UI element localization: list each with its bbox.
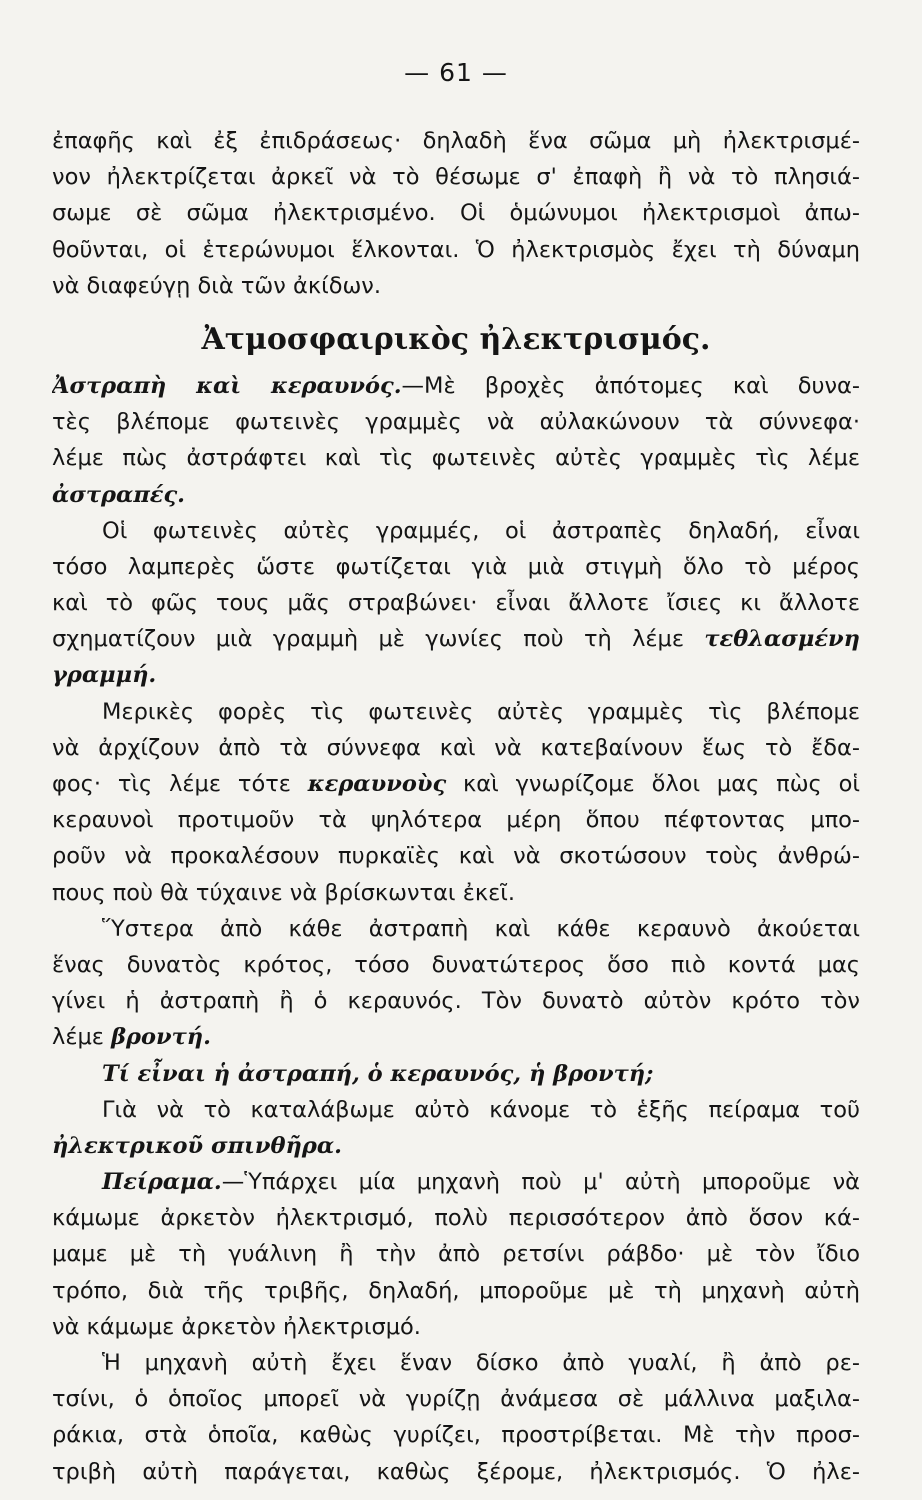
text-line	[52, 513, 860, 549]
text-line	[52, 440, 860, 476]
text-line	[52, 838, 860, 874]
page-number: — 61 —	[404, 58, 508, 87]
intro-paragraph	[52, 123, 860, 304]
emphasized-term: τεθλασμένη	[704, 626, 860, 653]
line-text: λέμε πὼς ἀστράφτει καὶ τὶς φωτεινὲς αὐτὲς γραμμὲς τὶς λέμε	[52, 445, 860, 472]
text-line	[52, 404, 860, 440]
emphasized-term: βροντή.	[111, 1024, 211, 1051]
text-line	[52, 1236, 860, 1272]
line-text: Ὕστερα ἀπὸ κάθε ἀστραπὴ καὶ κάθε κεραυνὸ ἀκούεται	[102, 915, 860, 942]
emphasized-term: Ἀστραπὴ καὶ κεραυνός.	[52, 372, 402, 399]
text-line	[52, 1128, 860, 1164]
text-line	[52, 1345, 860, 1381]
text-line	[52, 1092, 860, 1128]
text-line	[52, 657, 860, 693]
text-line	[52, 1309, 860, 1345]
emphasized-term: κεραυνοὺς	[307, 771, 447, 797]
line-text: Οἱ φωτεινὲς αὐτὲς γραμμές, οἱ ἀστραπὲς δηλαδή, εἶναι	[102, 517, 860, 544]
text-line: ἐπαφῆς καὶ ἐξ ἐπιδράσεως· δηλαδὴ ἕνα σῶμα μὴ ἠλεκτρισμέ-	[52, 128, 860, 154]
text-line	[52, 368, 860, 404]
text-line	[52, 1454, 860, 1490]
line-text: τὲς βλέπομε φωτεινὲς γραμμὲς νὰ αὐλακώνουν τὰ σύννεφα·	[52, 409, 860, 436]
text-line	[52, 802, 860, 838]
line-text: καὶ γνωρίζομε ὅλοι μας πὼς οἱ	[446, 771, 860, 797]
line-text: νὰ κάμωμε ἀρκετὸν ἠλεκτρισμό.	[52, 1313, 421, 1340]
line-text: τόσο λαμπερὲς ὥστε φωτίζεται γιὰ μιὰ στιγμὴ ὅλο τὸ μέρος	[52, 553, 860, 580]
line-text: ράκια, στὰ ὁποῖα, καθὼς γυρίζει, προστρίβεται. Μὲ τὴν προσ-	[52, 1422, 860, 1449]
emphasized-term: ἠλεκτρικοῦ σπινθῆρα.	[52, 1132, 343, 1159]
line-text: Ἡ μηχανὴ αὐτὴ ἔχει ἕναν δίσκο ἀπὸ γυαλί, ἢ ἀπὸ ρε-	[102, 1350, 860, 1376]
text-line	[52, 585, 860, 621]
emphasized-term: γραμμή.	[52, 662, 157, 689]
line-text: κεραυνοὶ προτιμοῦν τὰ ψηλότερα μέρη ὅπου πέφτοντας μπο-	[52, 807, 860, 834]
text-line	[52, 911, 860, 947]
text-line	[52, 875, 860, 911]
line-text: νὰ ἀρχίζουν ἀπὸ τὰ σύννεφα καὶ νὰ κατεβαίνουν ἕως τὸ ἔδα-	[52, 734, 860, 761]
text-line	[52, 549, 860, 585]
line-text: —Μὲ βροχὲς ἀπότομες καὶ δυνα-	[401, 372, 860, 399]
line-text: Γιὰ νὰ τὸ καταλάβωμε αὐτὸ κάνομε τὸ ἑξῆς πείραμα τοῦ	[102, 1096, 860, 1123]
line-text: ἕνας δυνατὸς κρότος, τόσο δυνατώτερος ὅσο πιὸ κοντά μας	[52, 951, 860, 978]
line-text: καὶ τὸ φῶς τους μᾶς στραβώνει· εἶναι ἄλλοτε ἴσιες κι ἄλλοτε	[52, 590, 860, 617]
text-line	[52, 477, 860, 513]
line-text: ροῦν νὰ προκαλέσουν πυρκαϊὲς καὶ νὰ σκοτώσουν τοὺς ἀνθρώ-	[52, 843, 860, 870]
line-text: σχηματίζουν μιὰ γραμμὴ μὲ γωνίες ποὺ τὴ λέμε	[52, 626, 705, 653]
line-text: τρόπο, διὰ τῆς τριβῆς, δηλαδή, μποροῦμε μὲ τὴ μηχανὴ αὐτὴ	[52, 1277, 860, 1304]
text-line	[52, 1273, 860, 1309]
text-line	[52, 1019, 860, 1055]
text-line	[52, 1381, 860, 1417]
text-line: νον ἠλεκτρίζεται ἀρκεῖ νὰ τὸ θέσωμε σ' ἐπαφὴ ἢ νὰ τὸ πλησιά-	[52, 164, 860, 191]
text-line	[52, 1417, 860, 1453]
text-line: σωμε σὲ σῶμα ἠλεκτρισμένο. Οἱ ὁμώνυμοι ἠλεκτρισμοὶ ἀπω-	[52, 200, 860, 227]
text-line: νὰ διαφεύγῃ διὰ τῶν ἀκίδων.	[52, 272, 382, 299]
section-body	[52, 368, 860, 1490]
text-line	[52, 766, 860, 802]
emphasized-term: Τί εἶναι ἡ ἀστραπή, ὁ κεραυνός, ἡ βροντή;	[102, 1060, 654, 1087]
emphasized-term: Πείραμα.	[102, 1169, 222, 1196]
line-text: —Ὑπάρχει μία μηχανὴ ποὺ μ' αὐτὴ μποροῦμε νὰ	[221, 1169, 860, 1196]
text-line	[52, 1056, 860, 1092]
line-text: τσίνι, ὁ ὁποῖος μπορεῖ νὰ γυρίζῃ ἀνάμεσα σὲ μάλλινα μαξιλα-	[52, 1386, 860, 1413]
text-line: θοῦνται, οἱ ἑτερώνυμοι ἕλκονται. Ὁ ἠλεκτρισμὸς ἔχει τὴ δύναμη	[52, 236, 860, 263]
line-text: πους ποὺ θὰ τύχαινε νὰ βρίσκωνται ἐκεῖ.	[52, 879, 516, 906]
line-text: λέμε	[52, 1024, 112, 1051]
text-line	[52, 694, 860, 730]
text-line	[52, 947, 860, 983]
line-text: τριβὴ αὐτὴ παράγεται, καθὼς ξέρομε, ἠλεκτρισμός. Ὁ ἠλε-	[52, 1458, 860, 1485]
line-text: κάμωμε ἀρκετὸν ἠλεκτρισμό, πολὺ περισσότερον ἀπὸ ὅσον κά-	[52, 1205, 860, 1232]
emphasized-term: ἀστραπές.	[52, 481, 186, 508]
line-text: Μερικὲς φορὲς τὶς φωτεινὲς αὐτὲς γραμμὲς τὶς βλέπομε	[102, 698, 860, 725]
text-line	[52, 621, 860, 657]
line-text: μαμε μὲ τὴ γυάλινη ἢ τὴν ἀπὸ ρετσίνι ράβδο· μὲ τὸν ἴδιο	[52, 1241, 860, 1268]
text-line	[52, 983, 860, 1019]
text-line	[52, 1200, 860, 1236]
line-text: γίνει ἡ ἀστραπὴ ἢ ὁ κεραυνός. Τὸν δυνατὸ αὐτὸν κρότο τὸν	[52, 988, 860, 1015]
text-line	[52, 1164, 860, 1200]
section-heading: Ἀτμοσφαιρικὸς ἠλεκτρισμός.	[201, 321, 711, 357]
line-text: φος· τὶς λέμε τότε	[52, 771, 308, 797]
text-line	[52, 730, 860, 766]
